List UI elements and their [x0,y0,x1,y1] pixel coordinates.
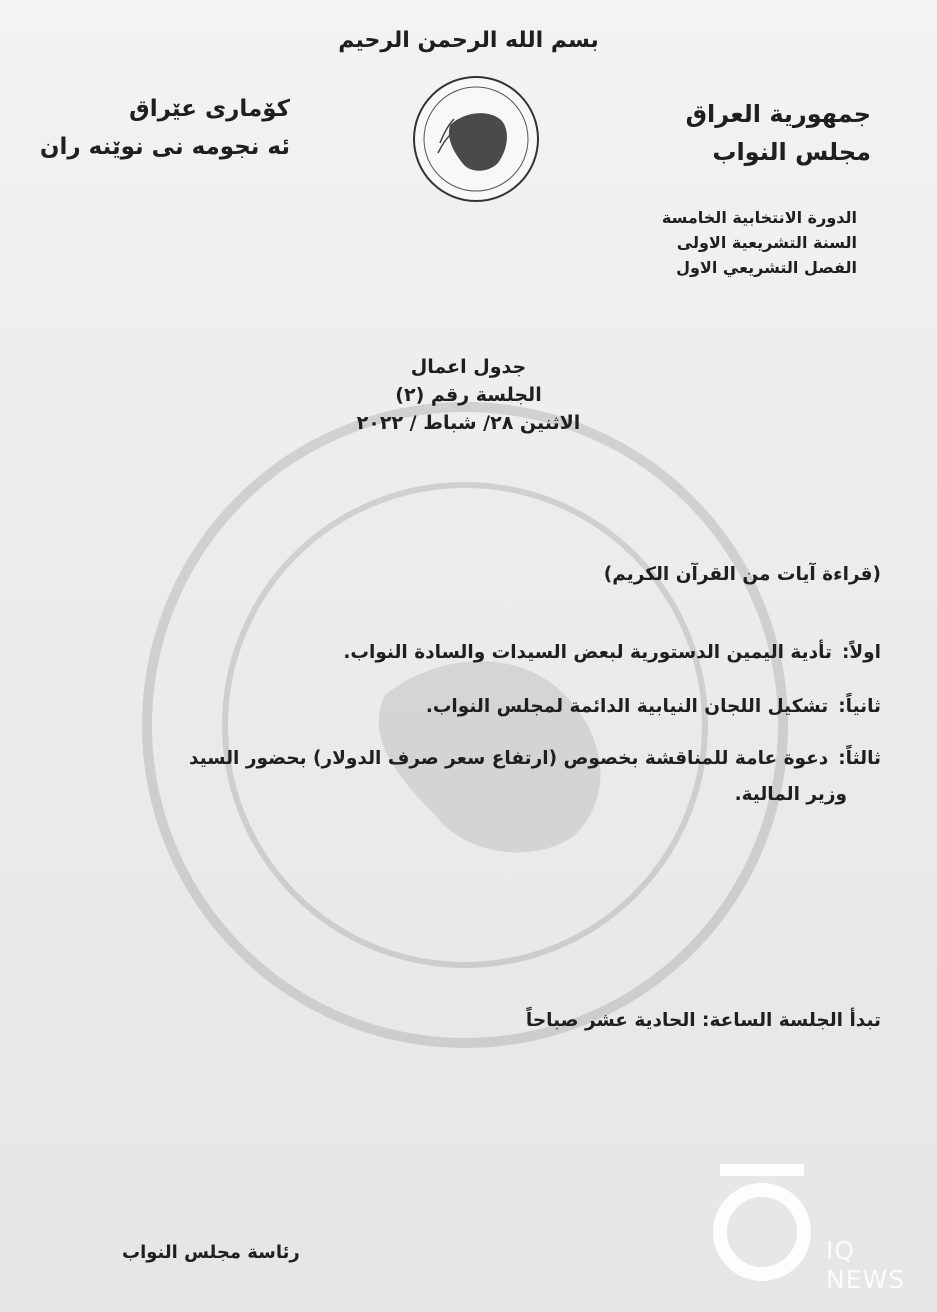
agenda-item-2-text: تشكيل اللجان النيابية الدائمة لمجلس النواب. [425,696,829,717]
session-start-time: تبدأ الجلسة الساعة: الحادية عشر صباحاً [525,1010,881,1031]
agenda-item-3-number: ثالثاً: [838,748,881,769]
agenda-item-3-continuation: وزير المالية. [734,784,847,805]
agenda-item-2 [426,696,881,717]
parliament-logo-seal [410,73,542,205]
agenda-title: جدول اعمال [410,356,527,378]
agenda-date: الاثنين ٢٨/ شباط / ٢٠٢٢ [356,412,581,434]
council-of-representatives-title: مجلس النواب [712,138,871,166]
agenda-item-1-text: تأدية اليمين الدستورية لبعض السيدات والسادة النواب. [343,642,832,663]
iq-news-wordmark: IQ NEWS [826,1236,906,1294]
basmala: بسم الله الرحمن الرحيم [338,28,599,53]
agenda-item-1 [343,642,881,663]
department-stamp-watermark [135,395,795,1055]
session-info-line-1: الدورة الانتخابية الخامسة [661,208,857,227]
republic-of-iraq-title: جمهورية العراق [685,100,871,128]
quran-reading-item: (قراءة آيات من القرآن الكريم) [603,564,881,585]
agenda-session-number: الجلسة رقم (٢) [395,384,542,406]
agenda-item-1-number: اولاً: [841,642,881,663]
kurdish-council-title: ئه نجومه نی نوێنه ران [39,134,290,160]
session-info-line-2: السنة التشريعية الاولى [676,233,857,252]
agenda-item-2-number: ثانياً: [838,696,881,717]
agenda-item-3 [189,748,881,769]
agenda-item-3-text: دعوة عامة للمناقشة بخصوص (ارتفاع سعر صرف الدولار) بحضور السيد [189,748,829,769]
session-info-line-3: الفصل التشريعي الاول [676,258,857,277]
signature-presidency: رئاسة مجلس النواب [122,1242,300,1263]
kurdish-republic-title: کۆماری عێراق [129,96,290,122]
